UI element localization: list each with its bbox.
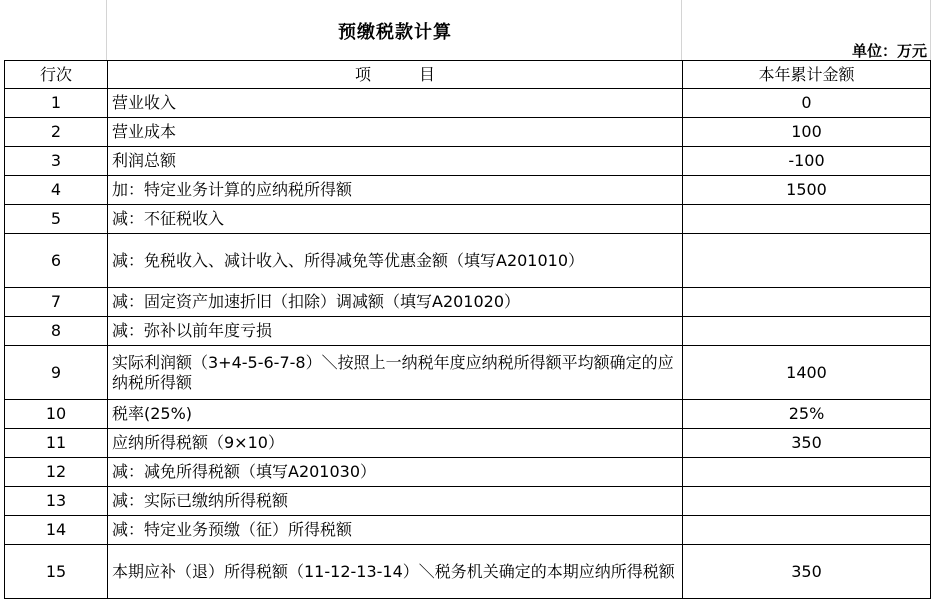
row-amount[interactable]: 100 [683,118,931,147]
row-number[interactable]: 4 [5,176,108,205]
tax-table [4,60,931,599]
table-row [5,176,931,205]
table-row [5,429,931,458]
row-amount[interactable] [683,234,931,288]
row-number[interactable]: 7 [5,288,108,317]
row-number[interactable]: 13 [5,487,108,516]
row-number[interactable]: 1 [5,89,108,118]
row-number[interactable]: 5 [5,205,108,234]
row-number[interactable]: 14 [5,516,108,545]
table-row [5,516,931,545]
row-amount[interactable] [683,458,931,487]
gridline [930,0,931,60]
row-item[interactable]: 应纳所得税额（9×10） [108,429,683,458]
row-item[interactable]: 利润总额 [108,147,683,176]
row-number[interactable]: 15 [5,545,108,599]
table-row [5,234,931,288]
table-row [5,458,931,487]
row-item[interactable]: 减：固定资产加速折旧（扣除）调减额（填写A201020） [108,288,683,317]
row-number[interactable]: 3 [5,147,108,176]
row-item[interactable]: 减：实际已缴纳所得税额 [108,487,683,516]
row-amount[interactable] [683,487,931,516]
row-amount[interactable] [683,317,931,346]
table-row [5,205,931,234]
row-number[interactable]: 12 [5,458,108,487]
row-number[interactable]: 8 [5,317,108,346]
row-item[interactable]: 本期应补（退）所得税额（11-12-13-14）＼税务机关确定的本期应纳所得税额 [108,545,683,599]
header-amount[interactable]: 本年累计金额 [683,61,931,89]
row-amount[interactable]: -100 [683,147,931,176]
row-item[interactable]: 加：特定业务计算的应纳税所得额 [108,176,683,205]
row-item[interactable]: 减：不征税收入 [108,205,683,234]
row-amount[interactable] [683,516,931,545]
row-number[interactable]: 11 [5,429,108,458]
row-number[interactable]: 6 [5,234,108,288]
row-amount[interactable]: 350 [683,545,931,599]
unit-label: 单位：万元 [851,42,927,60]
table-row [5,346,931,400]
row-item[interactable]: 减：特定业务预缴（征）所得税额 [108,516,683,545]
row-item[interactable]: 实际利润额（3+4-5-6-7-8）＼按照上一纳税年度应纳税所得额平均额确定的应纳税所得额 [108,346,683,400]
header-row-no[interactable]: 行次 [5,61,108,89]
row-amount[interactable] [683,205,931,234]
row-amount[interactable]: 1500 [683,176,931,205]
table-row [5,317,931,346]
table-row [5,400,931,429]
table-row [5,545,931,599]
row-amount[interactable]: 25% [683,400,931,429]
row-amount[interactable]: 350 [683,429,931,458]
row-item[interactable]: 营业收入 [108,89,683,118]
row-number[interactable]: 2 [5,118,108,147]
header-item[interactable]: 项 目 [108,61,683,89]
row-item[interactable]: 减：减免所得税额（填写A201030） [108,458,683,487]
header-row [5,61,931,89]
row-number[interactable]: 10 [5,400,108,429]
table-row [5,288,931,317]
row-number[interactable]: 9 [5,346,108,400]
table-row [5,487,931,516]
row-item[interactable]: 营业成本 [108,118,683,147]
sheet-title: 预缴税款计算 [338,22,452,43]
row-amount[interactable] [683,288,931,317]
row-item[interactable]: 减：免税收入、减计收入、所得减免等优惠金额（填写A201010） [108,234,683,288]
row-amount[interactable]: 1400 [683,346,931,400]
row-amount[interactable]: 0 [683,89,931,118]
row-item[interactable]: 税率(25%) [108,400,683,429]
table-row [5,89,931,118]
table-row [5,118,931,147]
table-row [5,147,931,176]
row-item[interactable]: 减：弥补以前年度亏损 [108,317,683,346]
